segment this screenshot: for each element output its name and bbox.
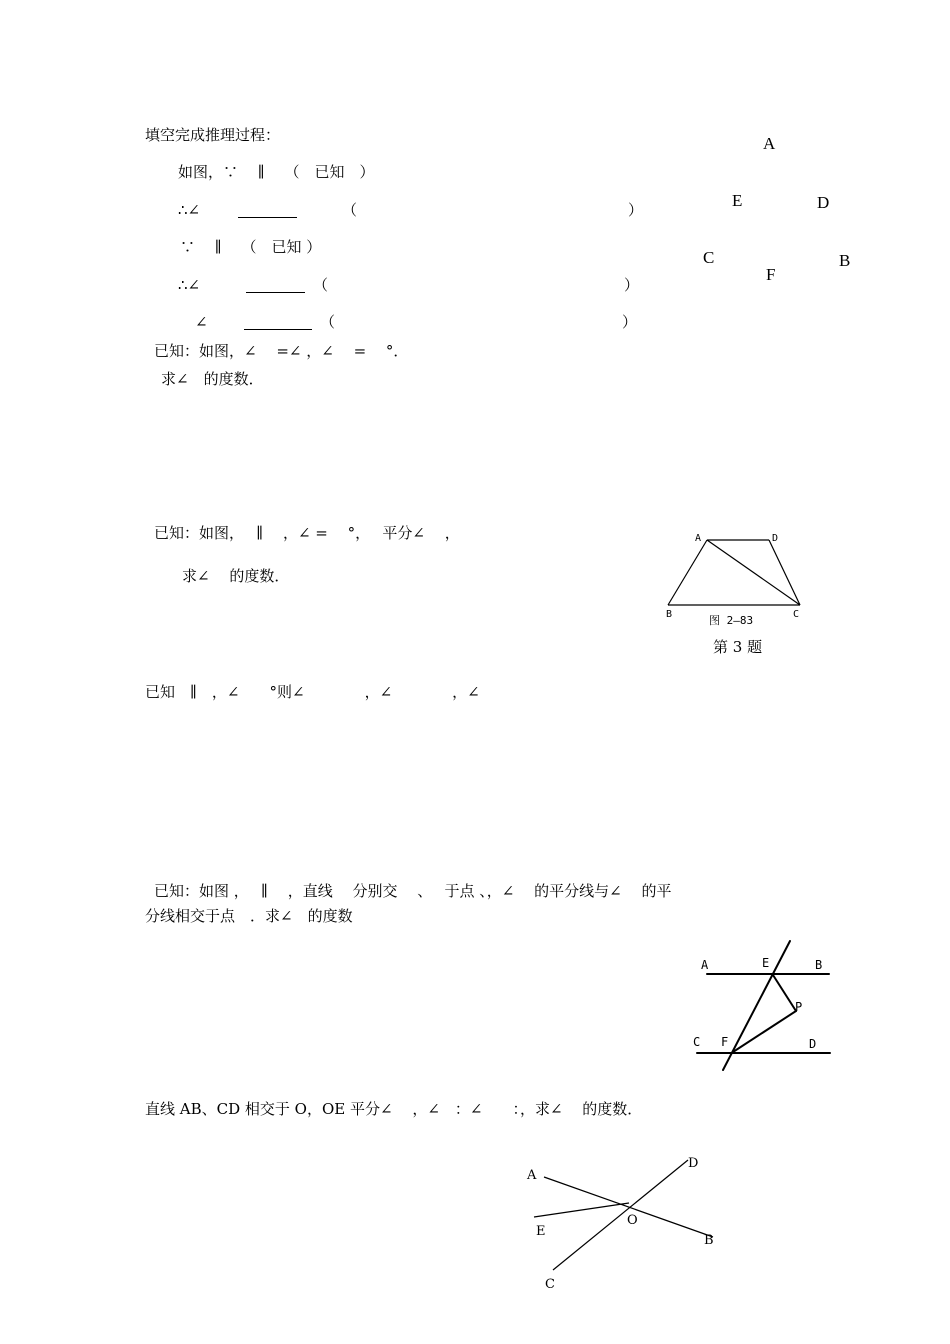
q1-line2-paren-open: （: [342, 201, 358, 219]
q1-line3: ∵ ∥ （ 已知 ）: [180, 238, 322, 256]
q1-line1: 如图，∵ ∥ （ 已知 ）: [178, 163, 375, 181]
q6-label-c: C: [545, 1277, 555, 1292]
q5-label-a: A: [701, 958, 709, 972]
q5-label-d: D: [809, 1037, 817, 1051]
q5-line2: 分线相交于点 ．求∠ 的度数: [145, 907, 353, 925]
q1-line4-paren-close: ）: [624, 276, 640, 294]
q3-label-b: B: [666, 609, 673, 620]
q3-label-c: C: [793, 609, 800, 620]
q1-line2-paren-close: ）: [628, 201, 644, 219]
q1-line2-start: ∴∠: [178, 201, 201, 219]
q6-line1: 直线 AB、CD 相交于 O，OE 平分∠ ，∠ ：∠ ：，求∠ 的度数．: [145, 1100, 643, 1118]
q1-label-b: B: [839, 251, 851, 270]
q5-label-c: C: [693, 1035, 701, 1049]
q1-line4-start: ∴∠: [178, 276, 201, 294]
q3-line1: 已知：如图， ∥ ，∠ = °， 平分∠ ，: [154, 524, 460, 542]
q2-line1: 已知：如图，∠ =∠ ，∠ = °．: [154, 342, 409, 360]
q3-line2: 求∠ 的度数．: [182, 567, 290, 585]
q1-label-c: C: [703, 248, 715, 267]
q1-title: 填空完成推理过程：: [145, 126, 281, 144]
q1-line5-start: ∠: [195, 313, 208, 331]
q1-label-d: D: [817, 193, 830, 212]
q6-label-b: B: [704, 1233, 714, 1248]
q6-label-a: A: [527, 1168, 537, 1183]
q6-label-d: D: [688, 1156, 699, 1171]
q5-label-e: E: [762, 956, 770, 970]
q6-label-e: E: [536, 1224, 546, 1239]
q1-label-a: A: [763, 134, 776, 153]
q3-figure-caption: 图 2—83: [709, 614, 754, 627]
q3-label-d: D: [772, 533, 779, 544]
q6-label-o: O: [627, 1213, 638, 1228]
q5-line1: 已知：如图 ， ∥ ，直线 分别交 、 于点 、，∠ 的平分线与∠ 的平: [154, 882, 672, 900]
q5-label-f: F: [721, 1035, 729, 1049]
q4-line1: 已知 ∥ ，∠ °则∠ ，∠ ，∠: [145, 683, 480, 701]
q1-line5-paren-open: （: [320, 313, 336, 331]
q3-figure-number: 第 3 题: [713, 638, 763, 656]
q1-line5-paren-close: ）: [622, 313, 638, 331]
q5-label-b: B: [815, 958, 823, 972]
q1-label-e: E: [732, 191, 743, 210]
q5-label-p: P: [795, 1000, 803, 1014]
q2-line2: 求∠ 的度数．: [161, 370, 264, 388]
q6-ray-oe: [534, 1203, 629, 1217]
q6-line-cd: [553, 1160, 688, 1270]
q1-line4-paren-open: （: [313, 276, 329, 294]
q1-label-f: F: [766, 265, 776, 284]
q3-label-a: A: [695, 533, 702, 544]
